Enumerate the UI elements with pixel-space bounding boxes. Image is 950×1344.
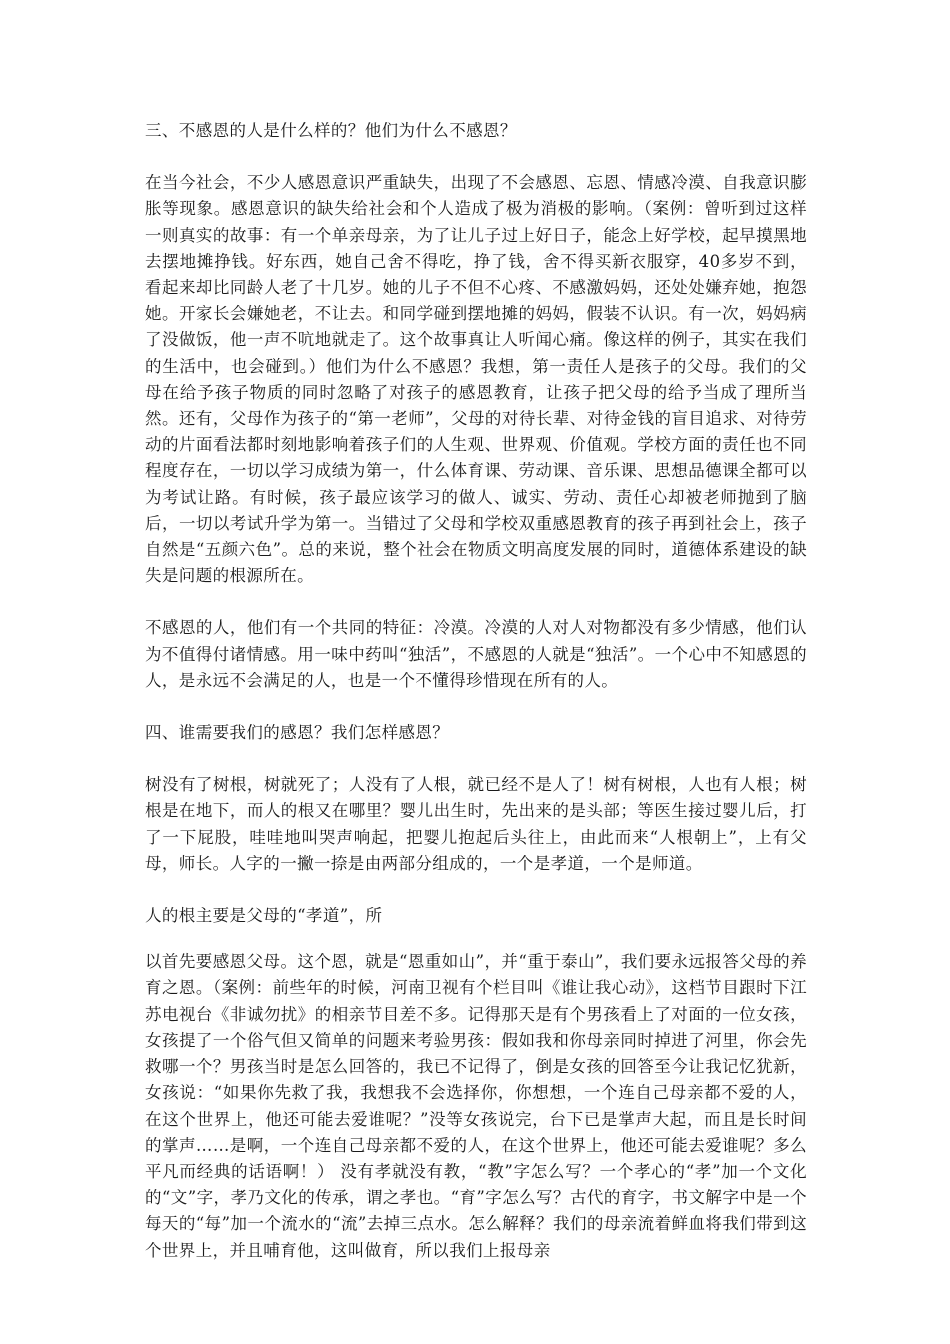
- section-3-heading: 三、不感恩的人是什么样的？他们为什么不感恩？: [145, 121, 517, 140]
- section-3-paragraph-1: 在当今社会，不少人感恩意识严重缺失，出现了不会感恩、忘恩、情感冷漠、自我意识膨胀等现象。感恩意识的缺失给社会和个人造成了极为消极的影响。（案例：曾听到过这样一则真实的故事：有一个单亲母亲，为了让儿子过上好日子，能念上好学校，起早摸黑地去摆地摊挣钱。好东西，她自己舍不得吃，挣了钱，舍不得买新衣服穿，40多岁不到，看起来却比同龄人老了十几岁。她的儿子不但不心疼、不感激妈妈，还处处嫌弃她，抱怨她。开家长会嫌她老，不让去。和同学碰到摆地摊的妈妈，假装不认识。有一次，妈妈病了没做饭，他一声不吭地就走了。这个故事真让人听闻心痛。像这样的例子，其实在我们的生活中，也会碰到。）他们为什么不感恩？我想，第一责任人是孩子的父母。我们的父母在给予孩子物质的同时忽略了对孩子的感恩教育，让孩子把父母的给予当成了理所当然。还有，父母作为孩子的“第一老师”，父母的对待长辈、对待金钱的盲目追求、对待劳动的片面看法都时刻地影响着孩子们的人生观、世界观、价值观。学校方面的责任也不同程度存在，一切以学习成绩为第一，什么体育课、劳动课、音乐课、思想品德课全都可以为考试让路。有时候，孩子最应该学习的做人、诚实、劳动、责任心却被老师抛到了脑后，一切以考试升学为第一。当错过了父母和学校双重感恩教育的孩子再到社会上，孩子自然是“五颜六色”。总的来说，整个社会在物质文明高度发展的同时，道德体系建设的缺失是问题的根源所在。: [145, 173, 807, 586]
- section-4-paragraph-3: 以首先要感恩父母。这个恩，就是“恩重如山”，并“重于泰山”，我们要永远报答父母的养育之恩。（案例：前些年的时候，河南卫视有个栏目叫《谁让我心动》，这档节目跟时下江苏电视台《非诚勿扰》的相亲节目差不多。记得那天是有个男孩看上了对面的一位女孩，女孩提了一个俗气但又简单的问题来考验男孩：假如我和你母亲同时掉进了河里，你会先救哪一个？男孩当时是怎么回答的，我已不记得了，倒是女孩的回答至今让我记忆犹新，女孩说：“如果你先救了我，我想我不会选择你，你想想，一个连自己母亲都不爱的人，在这个世界上，他还可能去爱谁呢？”没等女孩说完，台下已是掌声大起，而且是长时间的掌声……是啊，一个连自己母亲都不爱的人，在这个世界上，他还可能去爱谁呢？多么平凡而经典的话语啊！） 没有孝就没有教，“教”字怎么写？一个孝心的“孝”加一个文化的“文”字，孝乃文化的传承，谓之孝也。“育”字怎么写？古代的育字，书文解字中是一个每天的“每”加一个流水的“流”去掉三点水。怎么解释？我们的母亲流着鲜血将我们带到这个世界上，并且哺育他，这叫做育，所以我们上报母亲: [145, 952, 807, 1260]
- section-4-paragraph-1: 树没有了树根，树就死了；人没有了人根，就已经不是人了！树有树根，人也有人根；树根是在地下，而人的根又在哪里？婴儿出生时，先出来的是头部；等医生接过婴儿后，打了一下屁股，哇哇地叫哭声响起，把婴儿抱起后头往上，由此而来“人根朝上”，上有父母，师长。人字的一撇一捺是由两部分组成的，一个是孝道，一个是师道。: [145, 775, 807, 873]
- section-4-heading: 四、谁需要我们的感恩？我们怎样感恩？: [145, 723, 450, 743]
- section-4-paragraph-2: 人的根主要是父母的“孝道”，所: [145, 906, 383, 926]
- section-3-paragraph-2: 不感恩的人，他们有一个共同的特征：冷漠。冷漠的人对人对物都没有多少情感，他们认为不值得付诸情感。用一味中药叫“独活”，不感恩的人就是“独活”。一个心中不知感恩的人，是永远不会满足的人，也是一个不懂得珍惜现在所有的人。: [145, 618, 807, 690]
